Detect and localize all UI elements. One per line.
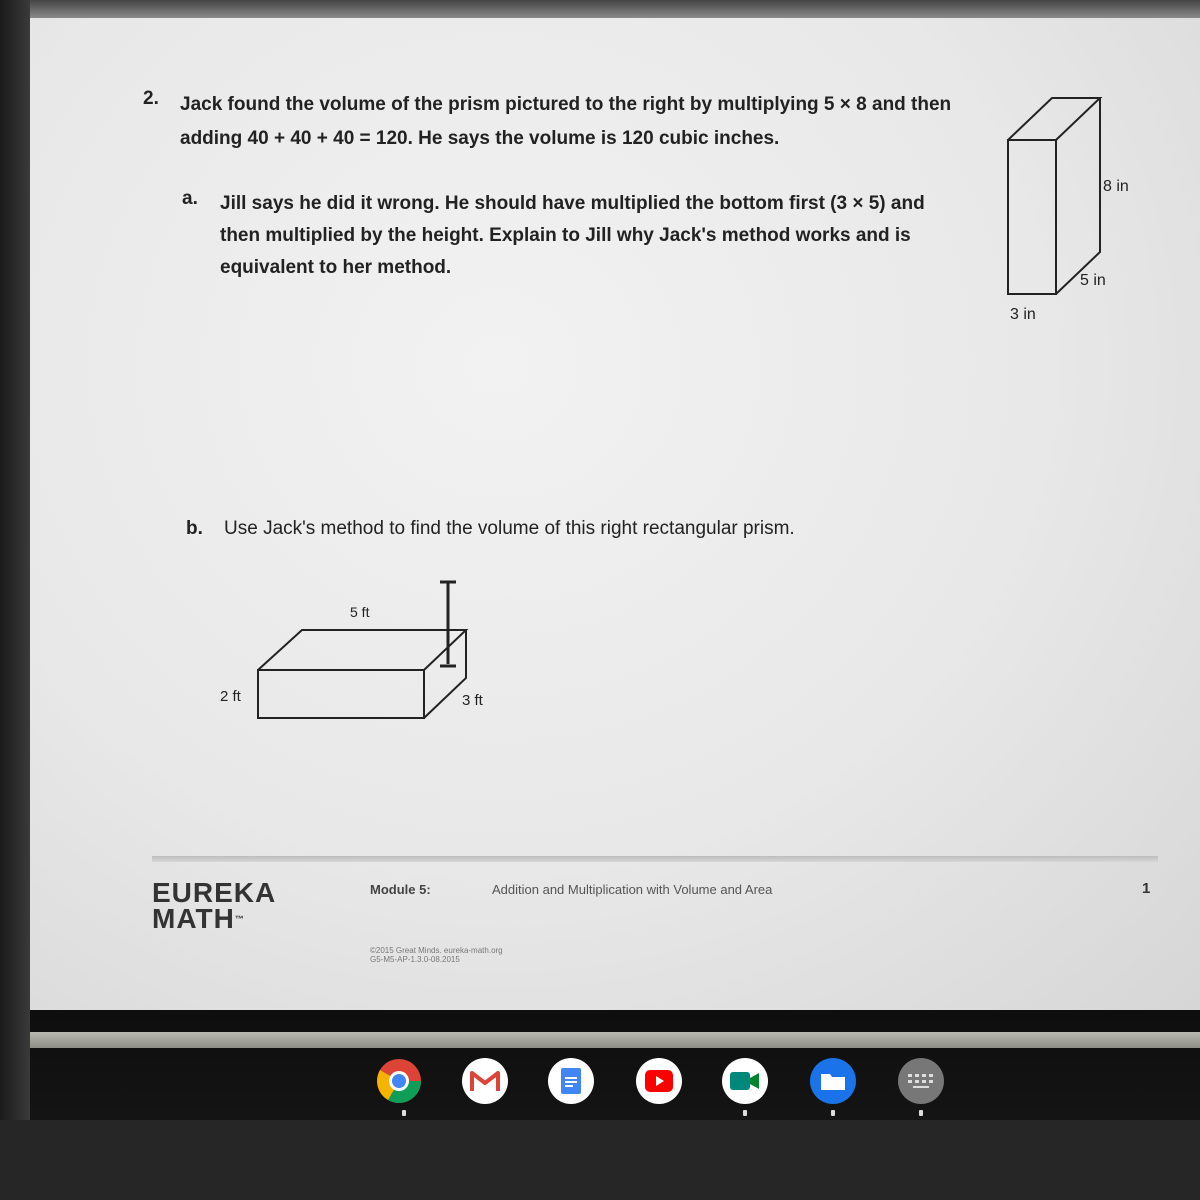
logo-line-2: MATH™: [152, 903, 245, 934]
tall-prism-depth-label: 5 in: [1080, 272, 1106, 289]
flat-prism-height-label: 2 ft: [220, 688, 241, 705]
prism-side-face: [1056, 98, 1100, 294]
meet-icon[interactable]: [722, 1058, 768, 1104]
question-number: 2.: [143, 88, 159, 109]
launcher-running-indicator: [919, 1110, 923, 1116]
tall-prism-width-label: 3 in: [1010, 306, 1036, 323]
copyright: [370, 946, 503, 964]
monitor-bezel-left: [0, 0, 30, 1120]
module-title: Addition and Multiplication with Volume and Area: [492, 882, 773, 897]
part-a-letter: a.: [182, 188, 198, 209]
flat-prism-top-face: [258, 630, 466, 670]
logo-line-1: EUREKA: [152, 877, 277, 908]
document-page[interactable]: [30, 18, 1200, 1010]
part-b-text: Use Jack's method to find the volume of this right rectangular prism.: [224, 518, 795, 539]
chrome-running-indicator: [402, 1110, 406, 1116]
docs-icon[interactable]: [548, 1058, 594, 1104]
chrome-icon[interactable]: [376, 1058, 422, 1104]
gmail-icon[interactable]: [462, 1058, 508, 1104]
prism-front-face: [1008, 140, 1056, 294]
footer-rule: [152, 856, 1158, 862]
tall-prism-figure: [1000, 94, 1110, 300]
module-label: Module 5:: [370, 882, 431, 897]
monitor-bezel-top: [0, 0, 1200, 18]
eureka-math-logo: [152, 877, 277, 934]
prism-top-face: [1008, 98, 1100, 140]
part-b-letter: b.: [186, 518, 203, 539]
files-icon[interactable]: [810, 1058, 856, 1104]
shelf-divider: [30, 1032, 1200, 1048]
launcher-icon[interactable]: [898, 1058, 944, 1104]
copyright-line-1: ©2015 Great Minds. eureka-math.org: [370, 946, 503, 955]
flat-prism-front-face: [258, 670, 424, 718]
flat-prism-depth-label: 3 ft: [462, 692, 483, 709]
flat-prism-top-label: 5 ft: [350, 604, 370, 620]
copyright-line-2: G5-M5-AP-1.3.0-08.2015: [370, 955, 460, 964]
tall-prism-height-label: 8 in: [1103, 178, 1129, 195]
part-a-text: Jill says he did it wrong. He should have multiplied the bottom first (3 × 5) and then multiplied by the height. Explain to Jill why Jack's method works and is equivalent to her method.: [220, 193, 925, 278]
question-text: Jack found the volume of the prism pictured to the right by multiplying 5 × 8 and then adding 40 + 40 + 40 = 120. He says the volume is 120 cubic inches.: [180, 94, 952, 149]
files-running-indicator: [831, 1110, 835, 1116]
os-shelf: [30, 1010, 1200, 1120]
meet-running-indicator: [743, 1110, 747, 1116]
text-cursor-icon: [436, 580, 460, 670]
youtube-icon[interactable]: [636, 1058, 682, 1104]
page-number: 1: [1142, 880, 1151, 897]
